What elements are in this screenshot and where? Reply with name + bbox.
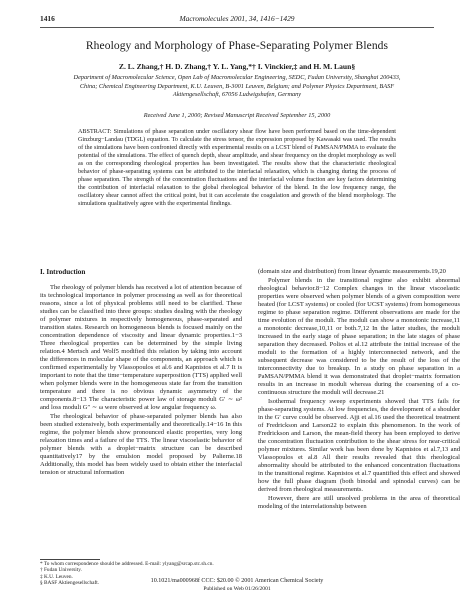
paragraph: Isothermal frequency sweep experiments showed that TTS fails for phase-separating systems. At low frequencies, the development of a shoulder in the G′ curve could be observed. Ajji et al.16 used the theoretical treatment of Fredrickson and Larson22 to explain this phenomenon. In the work of Fredrickson and Larson, the mean-field theory has been employed to derive the concentration fluctuation contribution to the shear stress for near-critical polymer mixtures. Similar work has been done by Kapnistos et al.7,13 and Vlassopoulos et al.8 All their results revealed that this rheological abnormality should be attributed to the enhanced concentration fluctuations in the transitional regime. Kapnistos et al.7 quantified this effect and showed how the full phase diagram (both binodal and spinodal curves) can be derived from rheological measurements. [258, 398, 460, 494]
author-list: Z. L. Zhang,† H. D. Zhang,† Y. L. Yang,*† I. Vinckier,‡ and H. M. Laun§ [118, 62, 356, 71]
paragraph: However, there are still unsolved problems in the area of theoretical modeling of the interrelationship between [258, 495, 460, 511]
section-heading: I. Introduction [40, 268, 86, 276]
left-column [40, 268, 242, 477]
header-rule [40, 27, 434, 28]
publication-date: Published on Web 01/26/2001 [203, 585, 271, 592]
paragraph: (domain size and distribution) from linear dynamic measurements.19,20 [258, 268, 446, 275]
running-header [40, 14, 434, 26]
paragraph: The rheology of polymer blends has received a lot of attention because of its technological importance in polymer processing as well as for theoretical reasons, since a lot of physical problems still need to be clarified. These studies can be classified into three groups: studies dealing with the rheology of polymer mixtures in respectively homogeneous, phase-separated and transition states. Research on homogeneous blends is focused mainly on the concentration dependence of viscosity and linear dynamic properties.1−3 Three rheological properties can be determined by the simple living relation.4 Mertsch and Wolf5 modified this relation by taking into account the differences in molecular shape of the components, an approach which is confirmed experimentally by Vlassopoulos et al.6 and Kapnistos et al.7 It is important to note that the time−temperature superposition (TTS) applied well when polymer blends were in the homogeneous state far from the transition temperature and there is no obvious dynamic asymmetry of the components.8−13 The characteristic power law of storage moduli G′ ∼ ω² and loss moduli G″ ∼ ω were observed at low angular frequency ω. [40, 284, 242, 412]
footnote: * To whom correspondence should be addressed. E-mail: ylyang@srcap.stc.sh.cn. [40, 561, 214, 567]
affiliations: Department of Macromolecular Science, Open Lab of Macromolecular Engineering, SEDC, Fudan University, Shanghai 200433, China; Chemical Engineering Department, K.U. Leuven, B-3001 Leuven, Belgium; and Polymer Physics Department, BASF Aktiengesellschaft, 67056 Ludwigshafen, Germany [73, 74, 401, 99]
footnote-rule [40, 559, 100, 560]
footnote: † Fudan University. [40, 567, 82, 574]
right-column [258, 268, 460, 511]
article-title: Rheology and Morphology of Phase-Separating Polymer Blends [85, 40, 389, 52]
paragraph: The rheological behavior of phase-separated polymer blends has also been studied extensively, both experimentally and theoretically.14−16 In this regime, the polymer blends show pronounced elastic properties, very long relaxation times and a failure of the TTS. The linear viscoelastic behavior of polymer blends with a droplet−matrix structure can be described quantitatively17 by the emulsion model proposed by Palierne.18 Additionally, this model has been widely used to obtain either the interfacial tension or structural information [40, 413, 242, 477]
received-dates: Received June 1, 2000; Revised Manuscript Received September 15, 2000 [143, 112, 331, 119]
footnote: § BASF Aktiengesellschaft. [40, 580, 99, 587]
footnote: ‡ K.U. Leuven. [40, 573, 73, 580]
doi-line: 10.1021/ma000968f CCC: $20.00 © 2001 American Chemical Society [150, 578, 324, 584]
paragraph: Polymer blends in the transitional regime also exhibit abnormal rheological behavior.8−12 Complex changes in the linear viscoelastic properties were observed when polymer blends of a given composition were heated (for LCST systems) or cooled (for UCST systems) from homogeneous regime to phase separation regime. Different observations are made for the time evolution of the moduli. The moduli can show a monotonic increase,11 a monotonic decrease,10,11 or both.7,12 In the latter studies, the moduli increased in the early stage of phase separation; in the late stages of phase separation they decreased. Polios et al.12 attribute the initial increase of the moduli to the formation of a highly interconnected network, and the subsequent decrease was considered to be the result of the loss of the interconnectivity due to breakup. In a study on phase separation in a PaMSAN/PMMA blend it was demonstrated that droplet−matrix formation results in an increase in moduli whereas during the coarsening of a co-continuous structure the moduli will decrease.21 [258, 277, 460, 397]
abstract: ABSTRACT: Simulations of phase separation under oscillatory shear flow have been performed based on the time-dependent Ginzburg−Landau (TDGL) equation. To calculate the stress tensor, the expression proposed by Kawasaki was used. The results of the simulations have been confronted directly with experimental results on a LCST blend of PaMSAN/PMMA to evaluate the potential of the simulations. The effect of quench depth, shear amplitude, and shear frequency on the droplet morphology as well as on the corresponding rheological properties has been investigated. The results show that the characteristic rheological behavior of phase-separating systems can be attributed to the interfacial relaxation, which is changing during the process of phase separation. The strength of the concentration fluctuations and the interfacial volume fraction are key factors determining the contribution of interfacial relaxation to the global rheological behavior of the blend. In the low frequency range, the oscillatory shear cannot affect the critical point, but it can accelerate the coagulation and growth of the blend morphology. The simulations qualitatively agree with the experimental findings. [78, 129, 396, 208]
journal-citation: Macromolecules 2001, 34, 1416−1429 [179, 14, 295, 23]
page-footer [0, 578, 474, 594]
page-number: 1416 [40, 14, 55, 23]
